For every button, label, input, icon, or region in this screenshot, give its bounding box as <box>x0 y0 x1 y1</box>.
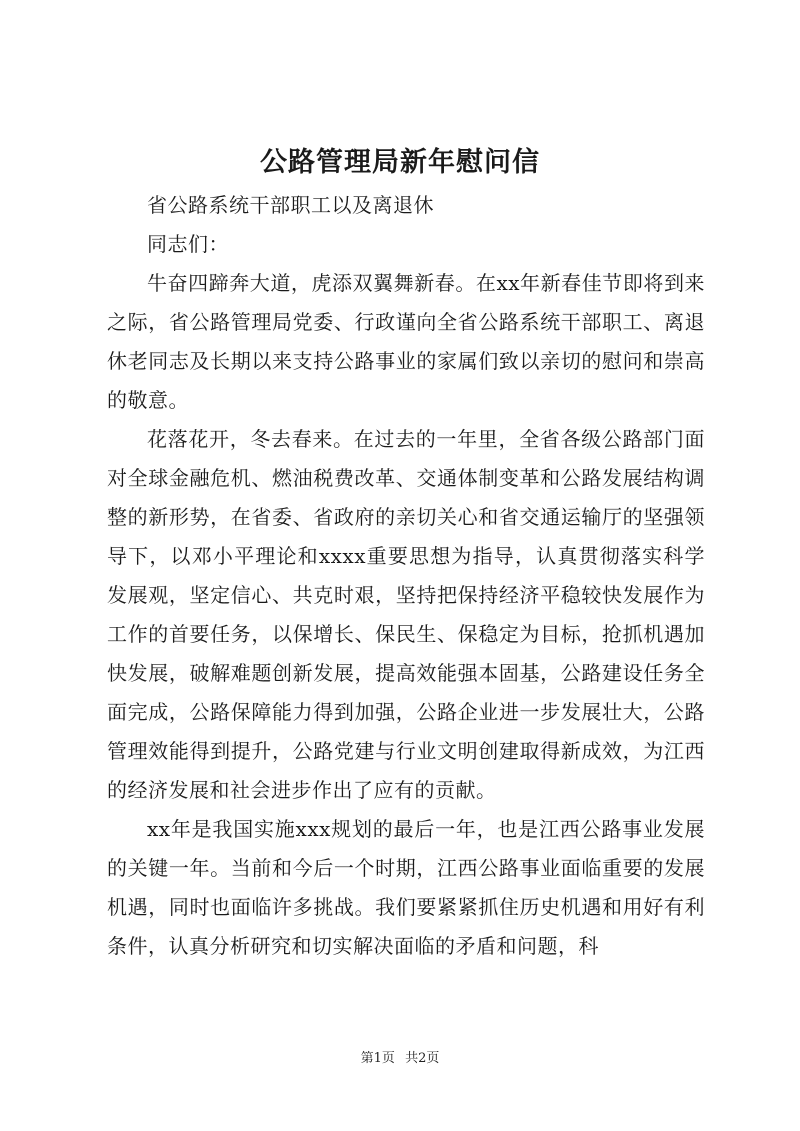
page-total: 共2页 <box>405 1051 440 1066</box>
salutation-line-1: 省公路系统干部职工以及离退休 <box>147 193 434 217</box>
salutation-line-2: 同志们： <box>147 232 229 256</box>
paragraph: xx年是我国实施xxx规划的最后一年，也是江西公路事业发展的关键一年。当前和今后一个时期，江西公路事业面临重要的发展机遇，同时也面临许多挑战。我们要紧紧抓住历史机遇和用好有利条件，认真分析研究和切实解决面临的矛盾和问题，科 <box>107 817 705 958</box>
paragraph: 花落花开，冬去春来。在过去的一年里，全省各级公路部门面对全球金融危机、燃油税费改革、交通体制变革和公路发展结构调整的新形势，在省委、省政府的亲切关心和省交通运输厅的坚强领导下，以邓小平理论和xxxx重要思想为指导，认真贯彻落实科学发展观，坚定信心、共克时艰，坚持把保持经济平稳较快发展作为工作的首要任务，以保增长、保民生、保稳定为目标，抢抓机遇加快发展，破解难题创新发展，提高效能强本固基，公路建设任务全面完成，公路保障能力得到加强，公路企业进一步发展壮大，公路管理效能得到提升，公路党建与行业文明创建取得新成效，为江西的经济发展和社会进步作出了应有的贡献。 <box>107 427 705 802</box>
page-number: 第1页 <box>360 1051 395 1066</box>
document-title: 公路管理局新年慰问信 <box>260 147 540 178</box>
paragraph: 牛奋四蹄奔大道，虎添双翼舞新春。在xx年新春佳节即将到来之际，省公路管理局党委、行政谨向全省公路系统干部职工、离退休老同志及长期以来支持公路事业的家属们致以亲切的慰问和崇高的敬意。 <box>107 271 705 412</box>
letter-body <box>107 186 705 966</box>
page-footer <box>0 1047 800 1066</box>
